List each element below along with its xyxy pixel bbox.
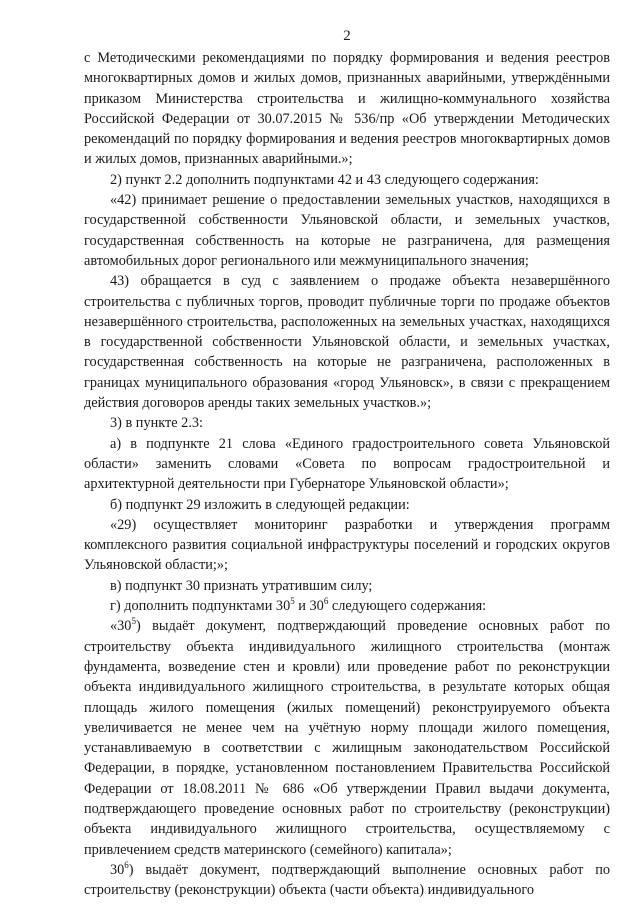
paragraph-subitem-30-5 [84,616,610,860]
paragraph-subitem-29: «29) осуществляет мониторинг разработки и утверждения программ комплексного развития социальной инфраструктуры поселений и городских округов Ульяновской области;»; [84,516,610,574]
paragraph-item-3: 3) в пункте 2.3: [110,415,204,432]
paragraph-item-2: 2) пункт 2.2 дополнить подпунктами 42 и 43 следующего содержания: [110,171,539,188]
superscript: 5 [131,616,136,627]
paragraph-subitem-v: в) подпункт 30 признать утратившим силу; [110,577,373,594]
paragraph-subitem-30-6 [84,860,610,901]
text-fragment: ) выдаёт документ, подтверждающий проведение основных работ по строительству объекта индивидуального жилищного строительства (монтаж фундамента, возведение стен и кровли) или проведение работ по реконструкции объекта индивидуального жилищного строительства, в результате которых общая площадь жилого помещения (жилых помещений) реконструируемого объекта увеличивается не менее чем на учётную норму площади жилого помещения, устанавливаемую в соответствии с жилищным законодательством Российской Федерации, в порядке, установленном постановлением Правительства Российской Федерации от 18.08.2011 № 686 «Об утверждении Правил выдачи документа, подтверждающего проведение основных работ по строительству (реконструкции) объекта индивидуального жилищного строительства, осуществляемому с привлечением средств материнского (семейного) капитала»; [84,618,610,858]
text-fragment: следующего содержания: [328,598,487,615]
text-fragment: г) дополнить подпунктами 30 [110,598,291,615]
paragraph-subitem-42: «42) принимает решение о предоставлении земельных участков, находящихся в государственной собственности Ульяновской области, и земельных участков, государственная собственность на которые не разграничена, для размещения автомобильных дорог регионального или межмуниципального значения; [84,192,610,269]
superscript: 6 [323,596,329,607]
text-fragment: ) выдаёт документ, подтверждающий выполнение основных работ по строительству (реконструкции) объекта (части объекта) индивидуального [84,861,610,899]
document-page [84,28,610,900]
paragraph-subitem-a: а) в подпункте 21 слова «Единого градостроительного совета Ульяновской области» заменить словами «Совета по вопросам градостроительной и архитектурной деятельности при Губернаторе Ульяновской области»; [84,435,610,493]
superscript: 5 [290,596,295,607]
text-fragment: «30 [110,618,132,635]
superscript: 6 [124,860,129,871]
text-fragment: и 30 [294,598,324,615]
page-number: 2 [343,28,351,44]
paragraph-subitem-b: б) подпункт 29 изложить в следующей редакции: [110,496,410,513]
paragraph-subitem-43: 43) обращается в суд с заявлением о продаже объекта незавершённого строительства с публичных торгов, проводит публичные торги по продаже объектов незавершённого строительства, расположенных на земельных участках, находящихся в государственной собственности Ульяновской области, и земельных участках, государственная собственность на которые не разграничена, расположенных в границах муниципального образования «город Ульяновск», в связи с прекращением действия договоров аренды таких земельных участков.»; [84,273,610,412]
paragraph-subitem-g [84,596,610,616]
paragraph-continuation: с Методическими рекомендациями по порядку формирования и ведения реестров многоквартирных домов и жилых домов, признанных аварийными, утверждёнными приказом Министерства строительства и жилищно-коммунального хозяйства Российской Федерации от 30.07.2015 № 536/пр «Об утверждении Методических рекомендаций по порядку формирования и ведения реестров многоквартирных домов и жилых домов, признанных аварийными.»; [84,50,610,168]
text-fragment: 30 [110,861,125,878]
